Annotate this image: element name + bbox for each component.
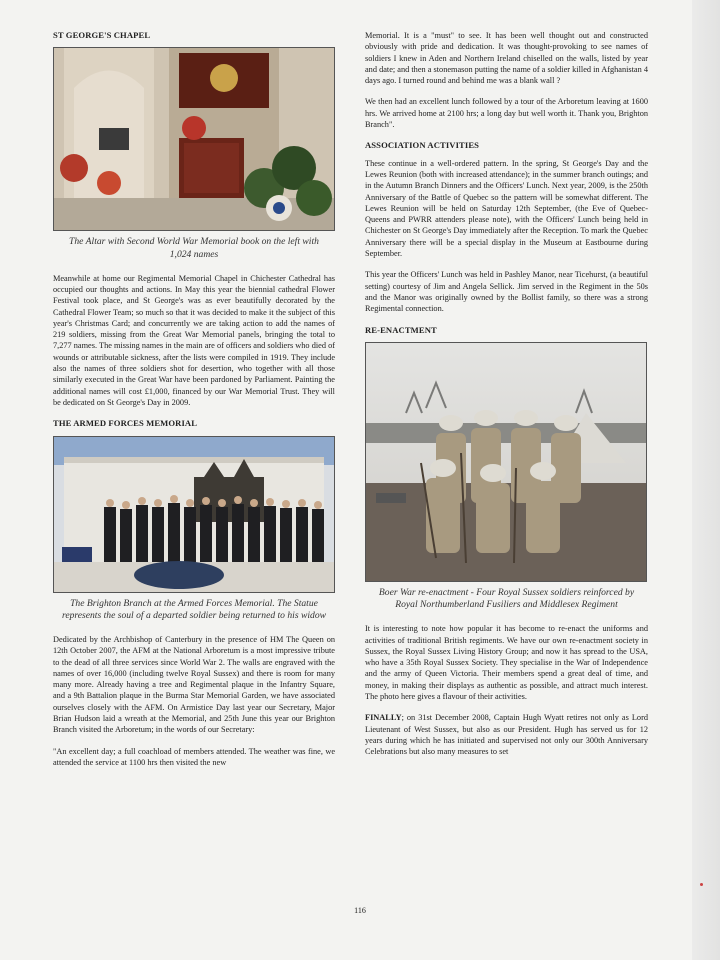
- afm-photo-caption: The Brighton Branch at the Armed Forces Memorial. The Statue represents the soul of a departed soldier being returned to his widow: [61, 597, 327, 621]
- chapel-heading: ST GEORGE'S CHAPEL: [53, 30, 151, 40]
- finally-text: ; on 31st December 2008, Captain Hugh Wyatt retires not only as Lord Lieutenant of West Sussex, but also as our President. Hugh has served us for 12 years during which he has initiated and supervised not only our 300th Anniversary Celebrations but also many measures to set: [365, 713, 648, 757]
- page-edge-shadow: [692, 0, 720, 960]
- memorial-continued-paragraph: Memorial. It is a "must" to see. It has been well thought out and constructed obviously with pride and dedication. It was thought-provoking to see names of soldiers I knew in Aden and Northern Ireland chiselled on the walls, listed by year and date; and then a stonemason putting the name of a soldier killed in Afghanistan 4 days ago. I turned round and behind me was a blank wall ?: [365, 31, 648, 86]
- reenactment-heading: RE-ENACTMENT: [365, 324, 437, 335]
- reenactment-paragraph: It is interesting to note how popular it has become to re-enact the uniforms and activities of traditional British regiments. We have our own re-enactment society in Sussex, the Royal Sussex Living History Group; and now it has spread to the USA, who have a 35th Royal Sussex Society. They specialise in the War of Independence and the army of Queen Victoria. Their members spend a great deal of time, and money, in making their displays as authentic as possible, and attract much interest. The photo here gives a flavour of their activities.: [365, 624, 648, 702]
- armed-forces-memorial-photo: [53, 436, 335, 593]
- page-number: 116: [354, 906, 366, 915]
- margin-mark: [700, 883, 703, 886]
- reenactment-photo-caption: Boer War re-enactment - Four Royal Sussex soldiers reinforced by Royal Northumberland Fusiliers and Middlesex Regiment: [378, 586, 635, 611]
- secretary-quote-paragraph: "An excellent day; a full coachload of members attended. The weather was fine, we attended the service at 1100 hrs then visited the new: [53, 746, 335, 767]
- left-column: [53, 30, 335, 778]
- association-heading: ASSOCIATION ACTIVITIES: [365, 140, 480, 151]
- chapel-altar-photo: [53, 47, 335, 231]
- right-column: [365, 30, 648, 768]
- lunch-paragraph: We then had an excellent lunch followed by a tour of the Arboretum leaving at 1600 hrs. We arrived home at 2100 hrs; a long day but well worth it. Thank you, Brighton Branch".: [365, 97, 648, 130]
- finally-paragraph: [365, 712, 648, 757]
- afm-heading: THE ARMED FORCES MEMORIAL: [53, 418, 198, 429]
- boer-war-reenactment-photo: [365, 342, 647, 582]
- chapel-photo-caption: The Altar with Second World War Memorial book on the left with 1,024 names: [69, 236, 319, 260]
- chapel-paragraph: Meanwhile at home our Regimental Memorial Chapel in Chichester Cathedral has occupied our thoughts and actions. In May this year the biennial cathedral Flower Festival took place, and St George's was as ever beautifully decorated by the Cathedral Flower Team; so much so that it was decided to make it the subject of this year's Christmas Card; and concurrently we are taking action to add the names of 219 soldiers, missing from the Great War Memorial panels, bringing the total to 7,277 names. The missing names in the main are of officers and soldiers who died of wounds or attributable sickness, after the lists were compiled in 1919. They include also the names of three soldiers shot for desertion, who together with all those similarly executed in the Great War have been pardoned by Parliament. Painting the additional names will cost £1,000, financed by our War Memorial Trust. They will be dedicated on St George's Day in 2009.: [53, 273, 335, 407]
- afm-paragraph: Dedicated by the Archbishop of Canterbury in the presence of HM The Queen on 12th October 2007, the AFM at the National Arboretum is a most impressive tribute to the dead of all three services since World War 2. The walls are engraved with the names of over 16,000 (including twelve Royal Sussex) and there is room for many many more. Already having a tree and Regimental plaque in the Infantry Square, and a 9th Battalion plaque in the Burma Star Memorial Garden, we have associated ourselves closely with the AFM. On Armistice Day last year our Secretary, Major Brian Hudson laid a wreath at the Memorial, and 25th June this year our Brighton Branch visited the Arboretum; in the words of our Secretary:: [53, 634, 335, 735]
- finally-label: FINALLY: [365, 713, 402, 723]
- officers-lunch-paragraph: This year the Officers' Lunch was held in Pashley Manor, near Ticehurst, (a beautiful setting) courtesy of Jim and Angela Sellick. Jim served in the Regiment in the 50s and the Manor was originally owned by the Bollist family, so there was a strong Regimental connection.: [365, 270, 648, 314]
- association-paragraph: These continue in a well-ordered pattern. In the spring, St George's Day and the Lewes Reunion (both with increased attendance); in the summer branch outings; and in the Autumn Branch Dinners and the Officers' Lunch. Next year, 2009, is the 250th Anniversary of the Battle of Quebec so the pattern will be somewhat different. The Lewes Reunion will be held on Saturday 12th September, (the Eve of Quebec-Queens and PWRR attenders please note), with the Officers' Lunch being held in Chichester on St George's Day immediately after the Reception. To mark the Quebec Anniversary there will be a special display in the Museum at Eastbourne during September.: [365, 158, 648, 259]
